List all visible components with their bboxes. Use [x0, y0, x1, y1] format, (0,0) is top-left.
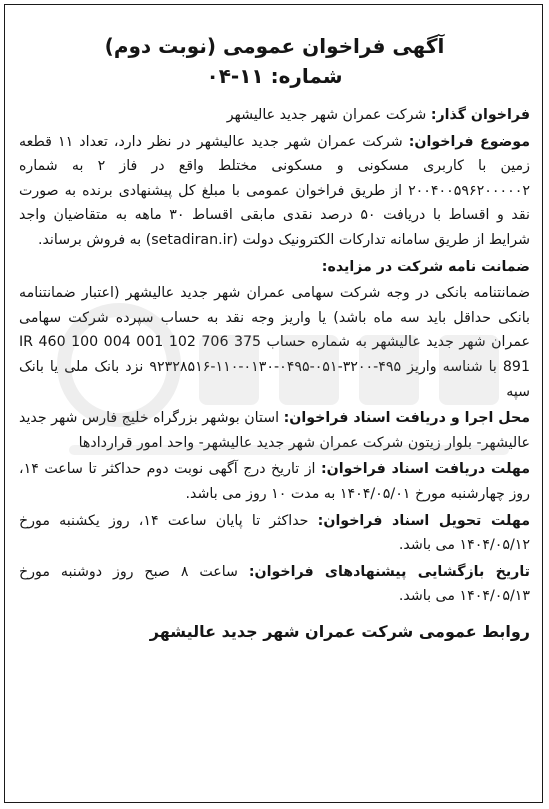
- submit-deadline-text: حداکثر تا پایان ساعت ۱۴، روز یکشنبه مورخ ۱۴۰۴/۰۵/۱۲ می باشد.: [19, 512, 530, 554]
- guarantee-tail: با شناسه واریز ۴۹۵-۳۲۰۰-۰۵۱-۰۴۹۵-۰۱۳۰-۱۱۰-۹۲۳۲۸۵۱۶ نزد بانک ملی یا بانک سپه: [19, 358, 530, 400]
- documents-place-text: استان بوشهر بزرگراه خلیج فارس شهر جدید عالیشهر- بلوار زیتون شرکت عمران شهر جدید عالیشهر- واحد امور قراردادها: [19, 410, 530, 451]
- guarantee-label: ضمانت نامه شرکت در مزایده:: [321, 258, 530, 275]
- notice-body: [19, 31, 530, 661]
- receive-deadline-text: از تاریخ درج آگهی نوبت دوم حداکثر تا ساعت ۱۴، روز چهارشنبه مورخ ۱۴۰۴/۰۵/۰۱ به مدت ۱۰ روز می باشد.: [19, 461, 530, 502]
- caller-text: شرکت عمران شهر جدید عالیشهر: [226, 107, 427, 123]
- guarantee-text: ضمانتنامه بانکی در وجه شرکت سهامی عمران شهر جدید عالیشهر (اعتبار ضمانتنامه بانکی حداقل باید سه ماه باشد) یا واریز وجه نقد به حساب سپرده شرکت سهامی عمران شهر جدید عالیشهر به شماره حساب: [19, 285, 530, 351]
- subject-paragraph: [19, 130, 530, 253]
- public-relations-signature: روابط عمومی شرکت عمران شهر جدید عالیشهر: [149, 621, 530, 641]
- opening-paragraph: [19, 560, 530, 609]
- caller-label: فراخوان گذار:: [430, 107, 530, 123]
- notice-title: آگهی فراخوان عمومی (نوبت دوم): [104, 34, 445, 58]
- submit-deadline-paragraph: [19, 509, 530, 558]
- subject-tail: به فروش برساند.: [37, 231, 142, 248]
- setadiran-link[interactable]: (setadiran.ir): [145, 231, 238, 248]
- subject-text: شرکت عمران شهر جدید عالیشهر در نظر دارد، تعداد ۱۱ قطعه زمین با کاربری مسکونی و مسکونی مختلط واقع در فاز ۲ به شماره ۲۰۰۴۰۰۵۹۶۲۰۰۰۰۰۲ از طریق فراخوان عمومی با مبلغ کل پیشنهادی برنده به صورت نقد و اقساط با دریافت ۵۰ درصد نقدی مابقی اقساط ۳۰ ماهه به متقاضیان واجد شرایط از طریق سامانه تدارکات الکترونیک دولت: [19, 133, 530, 248]
- submit-deadline-label: مهلت تحویل اسناد فراخوان:: [317, 512, 530, 529]
- guarantee-paragraph: [19, 281, 530, 404]
- caller-paragraph: [19, 103, 530, 128]
- notice-frame: [4, 4, 543, 803]
- receive-deadline-paragraph: [19, 457, 530, 506]
- notice-number: شماره: ۱۱-۰۴: [206, 64, 343, 88]
- opening-label: تاریخ بازگشایی پیشنهادهای فراخوان:: [248, 563, 530, 580]
- iban-number: IR 460 100 004 001 102 706 375 891: [19, 334, 530, 375]
- subject-label: موضوع فراخوان:: [408, 133, 530, 150]
- documents-place-label: محل اجرا و دریافت اسناد فراخوان:: [283, 410, 530, 427]
- receive-deadline-label: مهلت دریافت اسناد فراخوان:: [320, 461, 531, 478]
- guarantee-heading: [19, 255, 530, 280]
- documents-place-paragraph: [19, 406, 530, 455]
- opening-text: ساعت ۸ صبح روز دوشنبه مورخ ۱۴۰۴/۰۵/۱۳ می باشد.: [19, 563, 530, 605]
